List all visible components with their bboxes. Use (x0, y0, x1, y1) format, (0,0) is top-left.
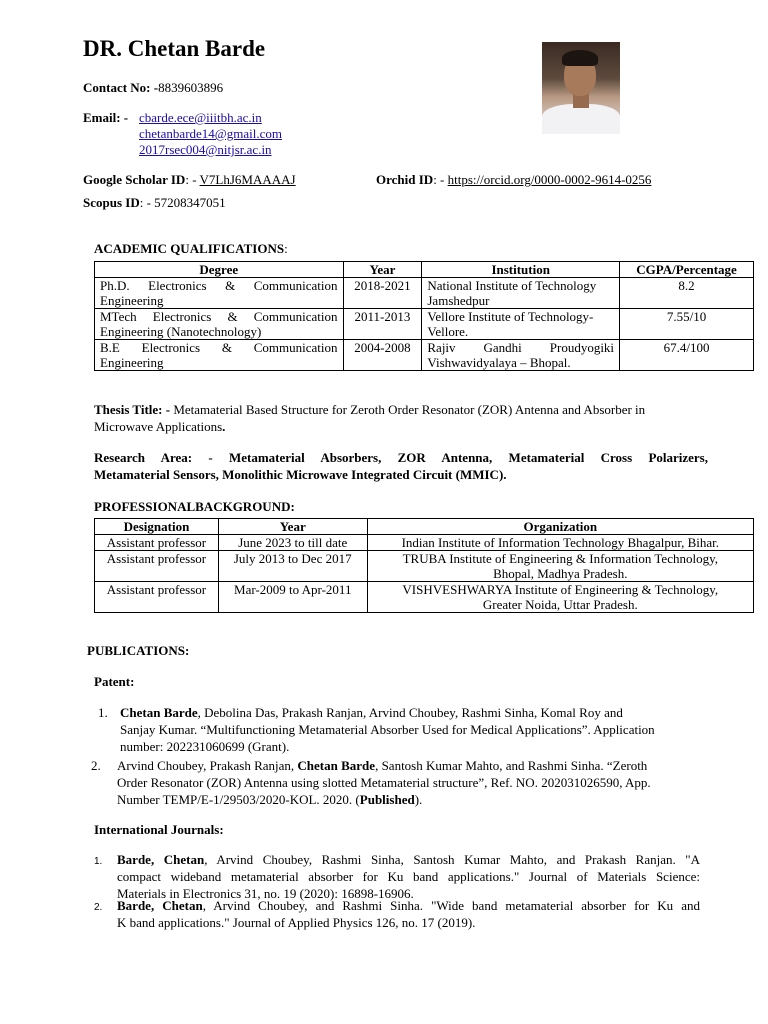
scholar-label: Google Scholar ID (83, 172, 186, 187)
score-cell: 8.2 (620, 278, 754, 309)
patent-item (98, 704, 718, 755)
inst-line: Vellore Institute of Technology- (427, 309, 594, 324)
candidate-name: DR. Chetan Barde (83, 36, 266, 61)
col-institution: Institution (422, 262, 620, 278)
journal-author: Barde, Chetan (117, 898, 203, 913)
org-line: Indian Institute of Information Technology Bhagalpur, Bihar. (401, 535, 720, 550)
table-row (95, 309, 754, 340)
patent-number: 1. (98, 705, 108, 720)
publications-heading: PUBLICATIONS: (87, 643, 190, 658)
academic-header-row (95, 262, 754, 278)
org-line: VISHVESHWARYA Institute of Engineering & Technology, (402, 582, 719, 597)
prof-year-cell: June 2023 to till date (218, 535, 367, 551)
score-cell: 67.4/100 (620, 340, 754, 371)
journal-number: 1. (94, 856, 103, 867)
orcid-line (376, 172, 651, 188)
inst-line: Rajiv Gandhi Proudyogiki (427, 340, 615, 355)
journal-item (94, 851, 700, 902)
degree-cell (95, 278, 344, 309)
organization-cell (367, 535, 753, 551)
patent-text: Number TEMP/E-1/29503/2020-KOL. 2020. ( (117, 792, 360, 807)
journal-text: , Arvind Choubey, Rashmi Sinha, Santosh Kumar Mahto, and Prakash Ranjan. "A (204, 852, 701, 867)
contact-label: Contact No: - (83, 80, 159, 95)
institution-cell (422, 309, 620, 340)
degree-line: MTech Electronics & Communication (100, 309, 338, 324)
email-label: Email: - (83, 110, 129, 125)
journal-author: Barde, Chetan (117, 852, 205, 867)
table-row (95, 278, 754, 309)
scholar-sep: : - (185, 172, 200, 187)
patent-text: , Debolina Das, Prakash Ranjan, Arvind Choubey, Rashmi Sinha, Komal Roy and (197, 705, 623, 720)
academic-heading-text: ACADEMIC QUALIFICATIONS (94, 241, 285, 256)
patent-status: Published (359, 792, 415, 807)
org-line: TRUBA Institute of Engineering & Information Technology, (402, 551, 718, 566)
orcid-link[interactable]: https://orcid.org/0000-0002-9614-0256 (447, 172, 652, 187)
journal-text: K band applications." Journal of Applied Physics 126, no. 17 (2019). (117, 915, 476, 930)
designation-cell: Assistant professor (95, 582, 219, 613)
journal-text: , Arvind Choubey, and Rashmi Sinha. "Wide band metamaterial absorber for Ku and (202, 898, 701, 913)
score-cell: 7.55/10 (620, 309, 754, 340)
journal-item (94, 897, 700, 931)
org-line: Bhopal, Madhya Pradesh. (493, 566, 628, 581)
google-scholar-line (83, 172, 296, 188)
degree-line: Engineering (Nanotechnology) (100, 324, 262, 339)
email-link-gmail[interactable]: chetanbarde14@gmail.com (139, 126, 282, 141)
patent-text: ). (414, 792, 423, 807)
organization-cell (367, 582, 753, 613)
institution-cell (422, 278, 620, 309)
patent-heading: Patent: (94, 674, 135, 689)
professional-table (94, 518, 754, 613)
scopus-sep: : - (139, 195, 155, 210)
year-cell: 2018-2021 (343, 278, 422, 309)
journals-heading: International Journals: (94, 822, 224, 837)
degree-line: Engineering (100, 293, 164, 308)
patent-text: number: 202231060699 (Grant). (120, 739, 290, 754)
table-row (95, 551, 754, 582)
degree-line: Ph.D. Electronics & Communication (100, 278, 338, 293)
academic-heading (94, 241, 288, 257)
patent-text: Order Resonator (ZOR) Antenna using slotted Metamaterial structure”, Ref. NO. 202031026590, App. (117, 775, 651, 790)
academic-table (94, 261, 754, 371)
patent-item (91, 757, 721, 808)
degree-line: B.E Electronics & Communication (100, 340, 338, 355)
thesis-label: Thesis Title: - (94, 402, 171, 417)
orcid-label: Orchid ID (376, 172, 434, 187)
scopus-id: 57208347051 (154, 195, 226, 210)
institution-cell (422, 340, 620, 371)
thesis-title (94, 401, 754, 435)
patent-number: 2. (91, 758, 101, 773)
contact-number: 8839603896 (158, 80, 224, 95)
research-area (94, 449, 708, 483)
col-score: CGPA/Percentage (620, 262, 754, 278)
journal-number: 2. (94, 902, 103, 913)
year-cell: 2004-2008 (343, 340, 422, 371)
professional-header-row (95, 519, 754, 535)
scopus-line (83, 195, 226, 211)
org-line: Greater Noida, Uttar Pradesh. (482, 597, 638, 612)
designation-cell: Assistant professor (95, 535, 219, 551)
table-row (95, 340, 754, 371)
thesis-text-line2: Microwave Applications (94, 419, 223, 434)
journal-text: compact wideband metamaterial absorber for Ku band applications." Journal of Materials Science: (117, 869, 700, 884)
year-cell: 2011-2013 (343, 309, 422, 340)
col-prof-year: Year (218, 519, 367, 535)
degree-cell (95, 309, 344, 340)
research-line1: Research Area: - Metamaterial Absorbers, ZOR Antenna, Metamaterial Cross Polarizers, (94, 450, 708, 465)
email-link-primary[interactable]: cbarde.ece@iiitbh.ac.in (139, 110, 262, 125)
patent-text: Sanjay Kumar. “Multifunctioning Metamaterial Absorber Used for Medical Applications”. Application (120, 722, 655, 737)
col-designation: Designation (95, 519, 219, 535)
col-year: Year (343, 262, 422, 278)
inst-line: Vellore. (427, 324, 469, 339)
designation-cell: Assistant professor (95, 551, 219, 582)
academic-heading-colon: : (284, 241, 288, 256)
profile-photo (542, 42, 620, 134)
patent-text: , Santosh Kumar Mahto, and Rashmi Sinha. “Zeroth (375, 758, 648, 773)
table-row (95, 535, 754, 551)
degree-cell (95, 340, 344, 371)
journal-text: Materials in Electronics 31, no. 19 (2020): 16898-16906. (117, 886, 414, 901)
patent-author: Chetan Barde (120, 705, 198, 720)
thesis-text-line1: Metamaterial Based Structure for Zeroth Order Resonator (ZOR) Antenna and Absorber in (170, 402, 646, 417)
scopus-label: Scopus ID (83, 195, 140, 210)
col-degree: Degree (95, 262, 344, 278)
prof-year-cell: Mar-2009 to Apr-2011 (218, 582, 367, 613)
scholar-id: V7LhJ6MAAAAJ (199, 172, 296, 187)
email-link-nit[interactable]: 2017rsec004@nitjsr.ac.in (139, 142, 272, 157)
patent-text: Arvind Choubey, Prakash Ranjan, (117, 758, 298, 773)
contact-line (83, 80, 223, 96)
professional-heading: PROFESSIONALBACKGROUND: (94, 499, 295, 514)
col-organization: Organization (367, 519, 753, 535)
table-row (95, 582, 754, 613)
orcid-sep: : - (433, 172, 448, 187)
inst-line: National Institute of Technology (427, 278, 597, 293)
prof-year-cell: July 2013 to Dec 2017 (218, 551, 367, 582)
organization-cell (367, 551, 753, 582)
degree-line: Engineering (100, 355, 164, 370)
research-line2: Metamaterial Sensors, Monolithic Microwave Integrated Circuit (MMIC). (94, 467, 507, 482)
inst-line: Jamshedpur (427, 293, 490, 308)
patent-author: Chetan Barde (297, 758, 376, 773)
inst-line: Vishwavidyalaya – Bhopal. (427, 355, 571, 370)
thesis-period: . (222, 419, 226, 434)
